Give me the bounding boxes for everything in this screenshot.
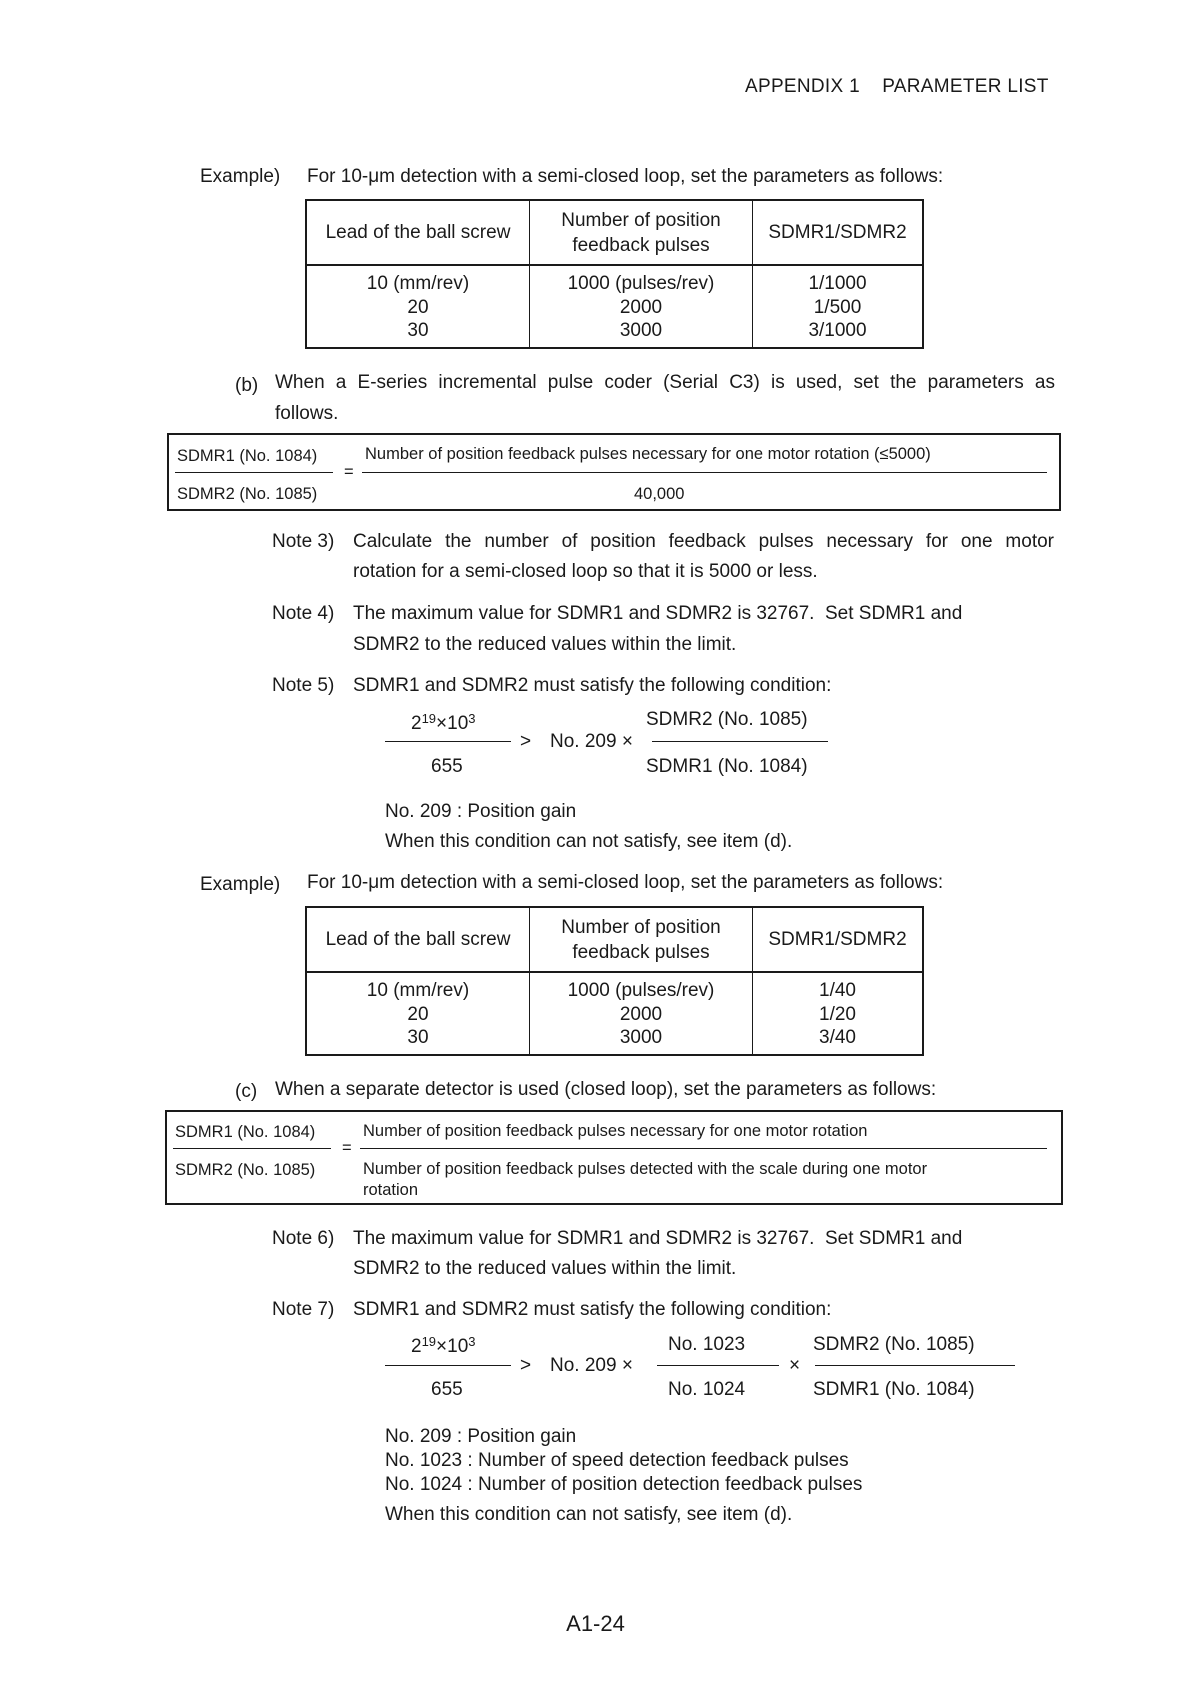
example1-label: Example): [200, 166, 281, 187]
note5-legend1: No. 209 : Position gain: [385, 801, 577, 822]
note4-line2: SDMR2 to the reduced values within the limit.: [353, 634, 737, 655]
cell-value: 30: [407, 1027, 429, 1048]
cell-value: 3000: [619, 1027, 663, 1048]
example2-table: [305, 906, 924, 1056]
note7-right-bar: [815, 1365, 1015, 1366]
note5-greater-sign: >: [520, 731, 532, 752]
section-c-marker: (c): [235, 1081, 258, 1102]
cell-value: 1000 (pulses/rev): [567, 273, 715, 294]
note4-label: Note 4): [272, 603, 335, 624]
formula-b-num-left: SDMR1 (No. 1084): [177, 447, 318, 465]
example2-label: Example): [200, 874, 281, 895]
note3-line2: rotation for a semi-closed loop so that it is 5000 or less.: [353, 561, 818, 582]
formula-c-right-bar: [360, 1148, 1047, 1149]
cell-value: 10 (mm/rev): [366, 980, 470, 1001]
formula-c-den-right-line2: rotation: [363, 1181, 419, 1199]
power-exp: 19: [421, 711, 437, 726]
formula-b-right-bar: [362, 472, 1047, 473]
cell-value: 30: [407, 320, 429, 341]
formula-c-den-left: SDMR2 (No. 1085): [175, 1161, 316, 1179]
table-row: [306, 265, 923, 348]
power-base: 10: [447, 713, 469, 734]
note5-fraction-bar: [385, 741, 511, 742]
power-exp: 19: [421, 1334, 437, 1349]
formula-b-left-bar: [175, 472, 333, 473]
page-number: A1-24: [566, 1611, 625, 1636]
note3-line1: Calculate the number of position feedback pulses necessary for one motor: [353, 531, 1054, 552]
table-row: [306, 972, 923, 1055]
note7-fraction-bar: [385, 1365, 511, 1366]
example2-text: For 10-μm detection with a semi-closed loop, set the parameters as follows:: [307, 872, 944, 893]
cell-value: 1/40: [819, 980, 856, 1001]
example1-text: For 10-μm detection with a semi-closed loop, set the parameters as follows:: [307, 166, 944, 187]
cell-value: 20: [407, 296, 429, 318]
power-exp: 3: [468, 711, 476, 726]
table-cell: [753, 265, 924, 348]
cell-value: 1000 (pulses/rev): [567, 980, 715, 1001]
note6-line1: The maximum value for SDMR1 and SDMR2 is 32767. Set SDMR1 and: [353, 1228, 963, 1249]
note5-numerator: [411, 711, 476, 735]
table-header-row: [306, 907, 923, 972]
note5-label: Note 5): [272, 675, 335, 696]
note7-right-denominator: SDMR1 (No. 1084): [813, 1379, 975, 1400]
page-header: APPENDIX 1 PARAMETER LIST: [745, 76, 1049, 97]
table-cell: [530, 972, 753, 1055]
note4-line1: The maximum value for SDMR1 and SDMR2 is 32767. Set SDMR1 and: [353, 603, 963, 624]
cell-value: 3/40: [819, 1027, 856, 1048]
cell-value: 3000: [619, 320, 663, 341]
note7-greater-sign: >: [520, 1355, 532, 1376]
table-cell: [530, 265, 753, 348]
times-sign: ×: [436, 713, 448, 734]
formula-b-num-right: Number of position feedback pulses necessary for one motor rotation (≤5000): [365, 445, 931, 463]
formula-b-den-left: SDMR2 (No. 1085): [177, 485, 318, 503]
note7-label: Note 7): [272, 1299, 335, 1320]
formula-b-box: [167, 433, 1061, 511]
power-exp: 3: [468, 1334, 476, 1349]
note7-right-numerator: SDMR2 (No. 1085): [813, 1334, 975, 1355]
note7-denominator: 655: [431, 1379, 463, 1400]
note7-mid-bar: [657, 1365, 779, 1366]
formula-c-num-left: SDMR1 (No. 1084): [175, 1123, 316, 1141]
note7-legend3: No. 1024 : Number of position detection feedback pulses: [385, 1474, 863, 1495]
note5-right-numerator: SDMR2 (No. 1085): [646, 709, 808, 730]
note7-mid-numerator: No. 1023: [668, 1334, 746, 1355]
formula-c-den-right-line1: Number of position feedback pulses detected with the scale during one motor: [363, 1160, 928, 1178]
note7-mid-denominator: No. 1024: [668, 1379, 746, 1400]
table-header-row: [306, 200, 923, 265]
cell-value: 3/1000: [808, 320, 867, 341]
power-base: 10: [447, 1336, 469, 1357]
note5-right-denominator: SDMR1 (No. 1084): [646, 756, 808, 777]
note5-text: SDMR1 and SDMR2 must satisfy the following condition:: [353, 675, 832, 696]
note5-denominator: 655: [431, 756, 463, 777]
table-header-cell: Lead of the ball screw: [306, 200, 530, 265]
formula-c-num-right: Number of position feedback pulses necessary for one motor rotation: [363, 1122, 868, 1140]
note7-mid-term: No. 209 ×: [550, 1355, 633, 1376]
cell-value: 10 (mm/rev): [366, 273, 470, 294]
table-header-cell: [530, 907, 753, 972]
header-line: Number of position: [561, 916, 721, 938]
times-sign: ×: [436, 1336, 448, 1357]
note7-text: SDMR1 and SDMR2 must satisfy the following condition:: [353, 1299, 832, 1320]
power-base: 2: [411, 713, 422, 734]
note3-label: Note 3): [272, 531, 335, 552]
formula-c-box: [165, 1110, 1063, 1205]
table-header-cell: SDMR1/SDMR2: [753, 200, 924, 265]
formula-c-equals: =: [342, 1139, 352, 1157]
header-line: feedback pulses: [572, 234, 710, 256]
table-cell: [306, 265, 530, 348]
example1-table: [305, 199, 924, 349]
formula-c-left-bar: [173, 1148, 331, 1149]
section-c-text: When a separate detector is used (closed loop), set the parameters as follows:: [275, 1079, 937, 1100]
cell-value: 20: [407, 1003, 429, 1025]
cell-value: 1/20: [819, 1003, 856, 1025]
table-header-cell: [530, 200, 753, 265]
header-line: feedback pulses: [572, 941, 710, 963]
cell-value: 1/1000: [808, 273, 867, 294]
note5-legend2: When this condition can not satisfy, see item (d).: [385, 831, 793, 852]
section-b-marker: (b): [235, 375, 259, 396]
note5-right-bar: [652, 741, 828, 742]
note7-legend4: When this condition can not satisfy, see item (d).: [385, 1504, 793, 1525]
note5-mid-term: No. 209 ×: [550, 731, 633, 752]
table-cell: [753, 972, 924, 1055]
note7-times-sign: ×: [789, 1355, 801, 1376]
formula-b-equals: =: [344, 463, 354, 481]
section-b-line1: When a E-series incremental pulse coder (Serial C3) is used, set the parameters as: [275, 372, 1055, 393]
cell-value: 1/500: [813, 296, 862, 318]
header-line: Number of position: [561, 209, 721, 231]
table-header-cell: SDMR1/SDMR2: [753, 907, 924, 972]
cell-value: 2000: [619, 1003, 663, 1025]
table-header-cell: Lead of the ball screw: [306, 907, 530, 972]
note7-legend2: No. 1023 : Number of speed detection feedback pulses: [385, 1450, 849, 1471]
table-cell: [306, 972, 530, 1055]
cell-value: 2000: [619, 296, 663, 318]
power-base: 2: [411, 1336, 422, 1357]
section-b-line2: follows.: [275, 403, 339, 424]
note7-legend1: No. 209 : Position gain: [385, 1426, 577, 1447]
note6-label: Note 6): [272, 1228, 335, 1249]
note6-line2: SDMR2 to the reduced values within the limit.: [353, 1258, 737, 1279]
note7-numerator: [411, 1334, 476, 1358]
formula-b-den-right: 40,000: [634, 485, 685, 503]
